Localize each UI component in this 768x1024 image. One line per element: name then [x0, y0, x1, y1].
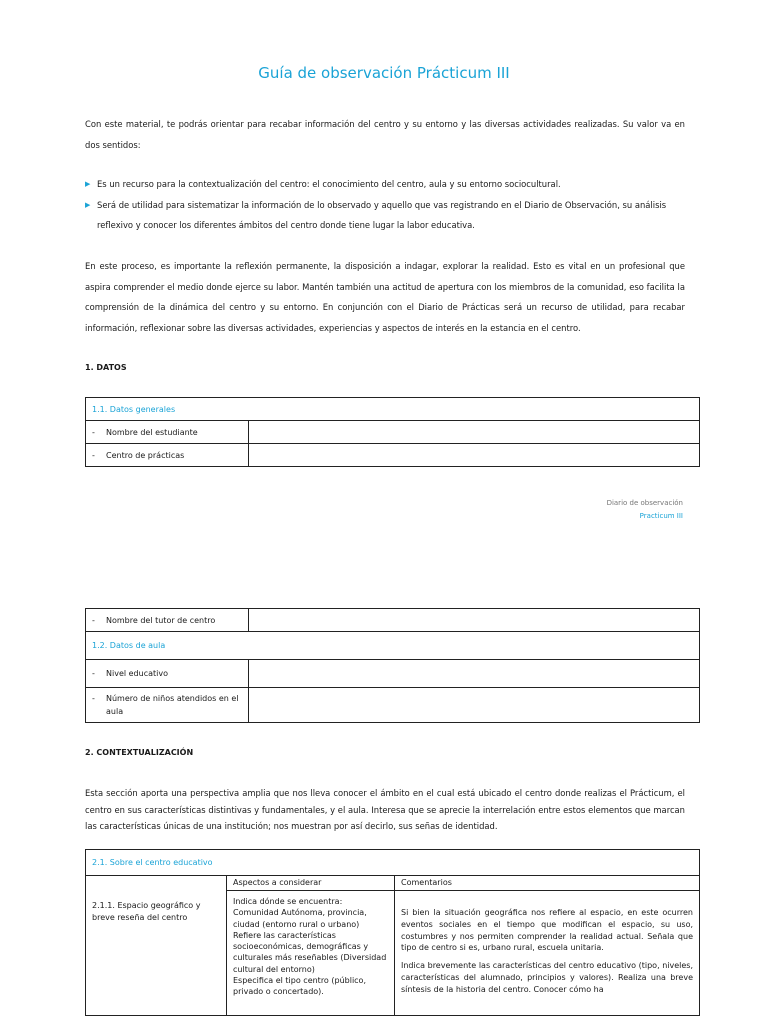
classroom-data-table — [85, 608, 700, 723]
page-title: Guía de observación Prácticum III — [258, 64, 510, 82]
triangle-bullet-icon: ▶ — [85, 180, 91, 188]
tutor-name-field[interactable] — [249, 609, 700, 632]
column-header: Aspectos a considerar — [227, 876, 395, 891]
table-row-label: - Nivel educativo — [86, 660, 249, 688]
comment-paragraph: Si bien la situación geográfica nos refiere al espacio, en este ocurren eventos sociales en el tiempo que modifican el espacio, su uso, costumbres y nos permiten comprender la realidad actual. Señala que tipo de centro si es, urbano rural, escuela unitaria. — [401, 908, 693, 953]
row-label: 2.1.1. Espacio geográfico y breve reseña del centro — [86, 876, 227, 1016]
table-title: 2.1. Sobre el centro educativo — [86, 850, 700, 876]
table-title: 1.2. Datos de aula — [86, 632, 700, 660]
table-row-label: - Centro de prácticas — [86, 444, 249, 467]
comment-paragraph: Indica brevemente las características del centro educativo (tipo, niveles, características del alumnado, principios y valores). Realiza una breve síntesis de la historia del centro. Conocer cómo ha — [401, 961, 693, 994]
triangle-bullet-icon: ▶ — [85, 200, 91, 209]
section-heading-datos: 1. DATOS — [85, 363, 127, 372]
bullet-list — [85, 174, 685, 236]
page-footer — [607, 497, 683, 523]
education-level-field[interactable] — [249, 660, 700, 688]
children-count-field[interactable] — [249, 688, 700, 723]
comments-cell — [395, 891, 700, 1016]
table-row-label: - Nombre del estudiante — [86, 421, 249, 444]
list-item: ▶ Será de utilidad para sistematizar la información de lo observado y aquello que vas registrando en el Diario de Observación, su análisis reflexivo y conocer los diferentes ámbitos del centro donde tiene lugar la labor educativa. — [85, 195, 685, 236]
list-item: Especifica el tipo centro (público, privado o concertado). — [233, 976, 366, 997]
table-title: 1.1. Datos generales — [86, 398, 700, 421]
general-data-table — [85, 397, 700, 467]
list-item: Refiere las características socioeconómicas, demográficas y culturales más reseñables (Diversidad cultural del entorno) — [233, 930, 387, 974]
footer-line: Practicum III — [639, 512, 683, 520]
student-name-field[interactable] — [249, 421, 700, 444]
table-row-label: - Número de niños atendidos en el aula — [86, 688, 249, 723]
section-paragraph: Esta sección aporta una perspectiva amplia que nos lleva conocer el ámbito en el cual está ubicado el centro donde realizas el Prácticum, el centro en sus características distintivas y fundamentales, y el aula. Interesa que se aprecie la interrelación entre estos elementos que marcan las características únicas de una institución; nos muestran por así decirlo, sus señas de identidad. — [85, 788, 685, 831]
practice-center-field[interactable] — [249, 444, 700, 467]
body-paragraph: En este proceso, es importante la reflexión permanente, la disposición a indagar, explorar la realidad. Esto es vital en un profesional que aspira comprender el medio donde ejerce su labor. Mantén también una actitud de apertura con los miembros de la comunidad, eso facilita la comprensión de la dinámica del centro y su entorno. En conjunción con el Diario de Prácticas será un recurso de utilidad, para recabar información, reflexionar sobre las diversas actividades, experiencias y aspectos de interés en la estancia en el centro. — [85, 261, 685, 333]
section-heading-contextualizacion: 2. CONTEXTUALIZACIÓN — [85, 748, 194, 757]
center-info-table — [85, 849, 700, 1016]
list-item: Indica dónde se encuentra: Comunidad Autónoma, provincia, ciudad (entorno rural o urbano) — [233, 897, 367, 929]
table-row-label: - Nombre del tutor de centro — [86, 609, 249, 632]
aspects-cell — [227, 891, 395, 1016]
column-header: Comentarios — [395, 876, 700, 891]
footer-line: Diario de observación — [606, 499, 683, 507]
intro-paragraph: Con este material, te podrás orientar para recabar información del centro y su entorno y las diversas actividades realizadas. Su valor va en dos sentidos: — [85, 119, 685, 150]
list-item: ▶ Es un recurso para la contextualización del centro: el conocimiento del centro, aula y su entorno sociocultural. — [85, 174, 685, 195]
